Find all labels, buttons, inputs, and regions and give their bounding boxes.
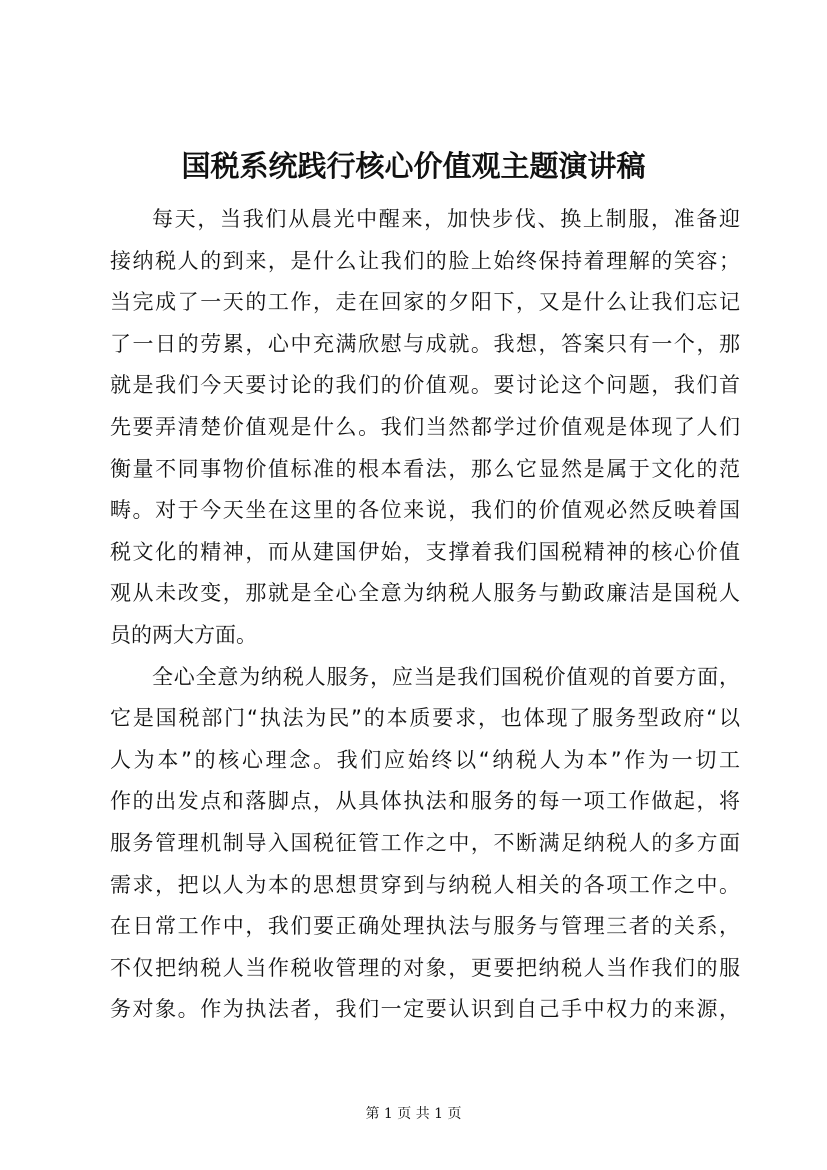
paragraph-line: 它是国税部门“执法为民”的本质要求，也体现了服务型政府“以 <box>110 706 740 731</box>
paragraph-line: 就是我们今天要讨论的我们的价值观。要讨论这个问题，我们首 <box>110 373 740 398</box>
paragraph-line: 观从未改变，那就是全心全意为纳税人服务与勤政廉洁是国税人 <box>110 581 740 606</box>
paragraph-line: 作的出发点和落脚点，从具体执法和服务的每一项工作做起，将 <box>110 789 740 814</box>
paragraph-line: 每天，当我们从晨光中醒来，加快步伐、换上制服，准备迎 <box>152 207 740 231</box>
paragraph-line: 人为本”的核心理念。我们应始终以“纳税人为本”作为一切工 <box>110 747 740 772</box>
paragraph-line: 全心全意为纳税人服务，应当是我们国税价值观的首要方面， <box>152 664 740 689</box>
paragraph-2 <box>110 657 740 1031</box>
paragraph-line: 畴。对于今天坐在这里的各位来说，我们的价值观必然反映着国 <box>110 498 740 523</box>
paragraph-line: 员的两大方面。 <box>110 622 257 647</box>
document-body <box>110 199 740 1031</box>
paragraph-1 <box>110 199 740 657</box>
paragraph-line: 需求，把以人为本的思想贯穿到与纳税人相关的各项工作之中。 <box>110 872 740 897</box>
paragraph-line: 不仅把纳税人当作税收管理的对象，更要把纳税人当作我们的服 <box>110 955 740 980</box>
paragraph-line: 服务管理机制导入国税征管工作之中，不断满足纳税人的多方面 <box>110 830 740 855</box>
page-footer: 第 1 页 共 1 页 <box>365 1106 462 1122</box>
document-title: 国税系统践行核心价值观主题演讲稿 <box>181 149 646 183</box>
paragraph-line: 了一日的劳累，心中充满欣慰与成就。我想，答案只有一个，那 <box>110 331 740 356</box>
paragraph-line: 务对象。作为执法者，我们一定要认识到自己手中权力的来源， <box>110 997 740 1022</box>
paragraph-line: 先要弄清楚价值观是什么。我们当然都学过价值观是体现了人们 <box>110 414 740 439</box>
paragraph-line: 当完成了一天的工作，走在回家的夕阳下，又是什么让我们忘记 <box>110 290 740 315</box>
paragraph-line: 衡量不同事物价值标准的根本看法，那么它显然是属于文化的范 <box>110 456 740 481</box>
paragraph-line: 在日常工作中，我们要正确处理执法与服务与管理三者的关系， <box>110 914 740 939</box>
paragraph-line: 税文化的精神，而从建国伊始，支撑着我们国税精神的核心价值 <box>110 539 740 564</box>
paragraph-line: 接纳税人的到来，是什么让我们的脸上始终保持着理解的笑容； <box>110 248 740 273</box>
